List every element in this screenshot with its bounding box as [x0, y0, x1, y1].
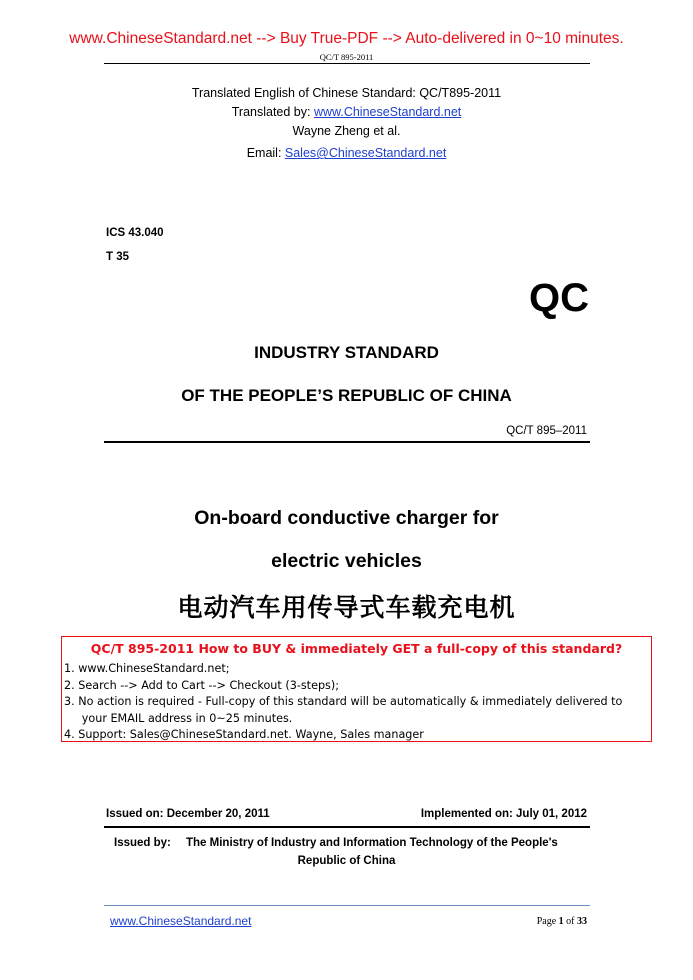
email-label: Email:: [246, 146, 285, 160]
email-line: [0, 146, 693, 160]
purchase-step: 3. No action is required - Full-copy of this standard will be automatically & immediately delivered to: [64, 695, 623, 709]
footer-rule: [104, 905, 590, 906]
header-rule: [104, 63, 590, 64]
page-of: of: [563, 916, 577, 927]
purchase-step[interactable]: 1. www.ChineseStandard.net;: [64, 662, 230, 675]
page-prefix: Page: [536, 916, 559, 927]
issuer-name-line2: Republic of China: [297, 855, 396, 867]
purchase-box-title: QC/T 895-2011 How to BUY & immediately GET a full-copy of this standard?: [90, 641, 623, 656]
translation-line: Translated English of Chinese Standard: QC/T895-2011: [191, 86, 502, 100]
doc-title-en-line2: electric vehicles: [271, 550, 422, 572]
issuer-label: Issued by:: [114, 837, 171, 849]
standard-number: QC/T 895–2011: [506, 425, 587, 437]
translator-site-link[interactable]: www.ChineseStandard.net: [313, 105, 462, 119]
issued-date: Issued on: December 20, 2011: [106, 808, 270, 820]
page-number: [537, 916, 587, 927]
page-total: 33: [577, 916, 587, 927]
purchase-step: your EMAIL address in 0~25 minutes.: [64, 711, 293, 725]
purchase-step: 2. Search --> Add to Cart --> Checkout (3-steps);: [64, 678, 340, 692]
promo-banner[interactable]: www.ChineseStandard.net --> Buy True-PDF --> Auto-delivered in 0~10 minutes.: [69, 30, 624, 47]
translated-by: [0, 105, 693, 119]
dates-rule: [104, 826, 590, 828]
standard-mark: QC: [529, 276, 589, 320]
ccs-code: T 35: [106, 251, 130, 263]
ics-code: ICS 43.040: [106, 227, 164, 239]
issuer-name-line1: The Ministry of Industry and Information Technology of the People's: [186, 837, 558, 849]
country-title: OF THE PEOPLE’S REPUBLIC OF CHINA: [181, 386, 512, 405]
purchase-steps-list: [64, 661, 622, 744]
title-rule: [104, 441, 590, 443]
implemented-date: Implemented on: July 01, 2012: [420, 808, 587, 820]
standard-type-title: INDUSTRY STANDARD: [254, 343, 439, 362]
email-link[interactable]: Sales@ChineseStandard.net: [284, 146, 447, 160]
translator-name: Wayne Zheng et al.: [292, 124, 401, 138]
footer-site-link[interactable]: www.ChineseStandard.net: [110, 914, 252, 928]
page-current: 1: [558, 916, 564, 927]
running-header: QC/T 895-2011: [319, 52, 374, 62]
purchase-step: 4. Support: Sales@ChineseStandard.net. Wayne, Sales manager: [64, 728, 424, 742]
translated-by-label: Translated by:: [231, 105, 314, 119]
purchase-info-box: [61, 636, 652, 742]
doc-title-zh: 电动汽车用传导式车载充电机: [177, 593, 516, 622]
doc-title-en-line1: On-board conductive charger for: [194, 507, 499, 529]
